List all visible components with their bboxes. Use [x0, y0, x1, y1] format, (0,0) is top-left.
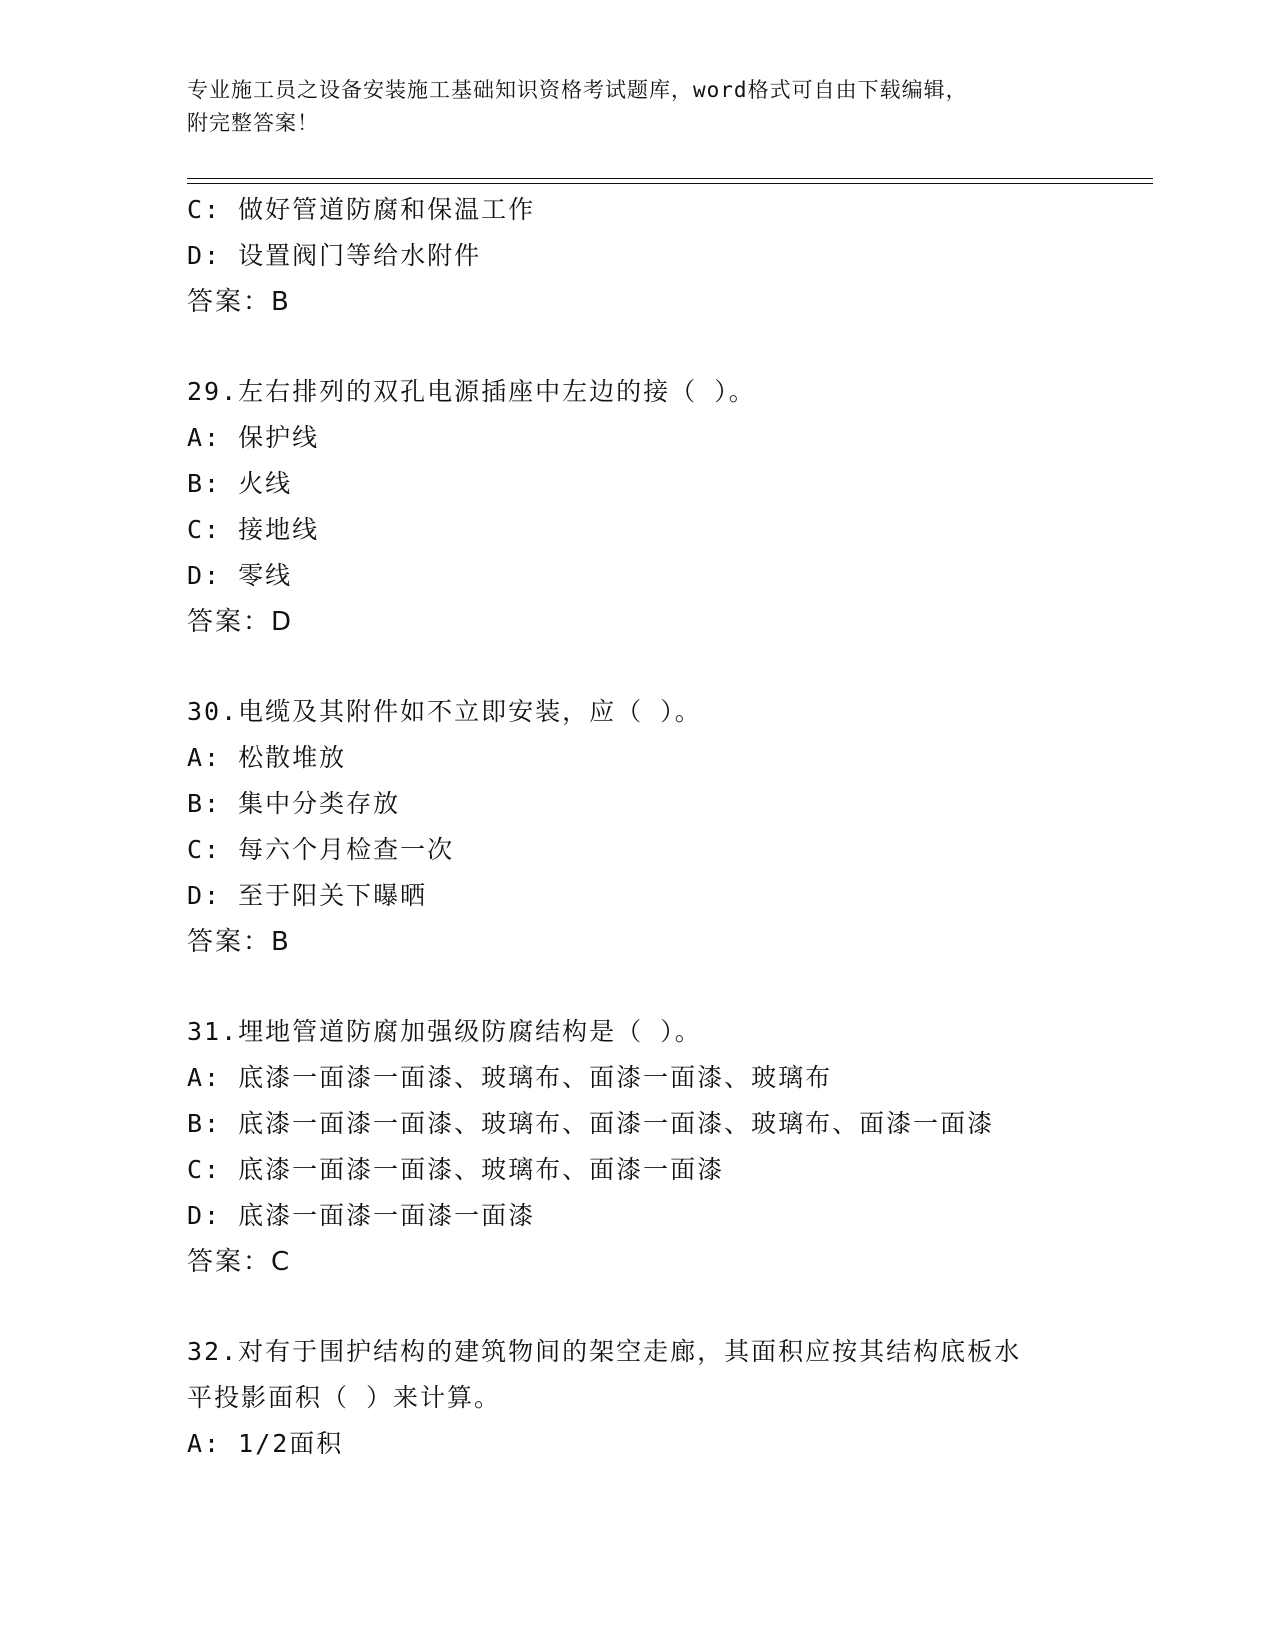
option-d: D: 底漆一面漆一面漆一面漆 [187, 1201, 536, 1230]
question-30 [187, 689, 1153, 965]
option-a: A: 1/2面积 [187, 1429, 344, 1458]
header-divider-bottom [187, 183, 1153, 184]
header-divider-top [187, 178, 1153, 179]
question-28-continued [187, 187, 1153, 325]
option-c: C: 每六个月检查一次 [187, 835, 455, 864]
question-31 [187, 1009, 1153, 1285]
question-29 [187, 369, 1153, 645]
answer-line: 答案：C [187, 1247, 292, 1277]
spacer [187, 1285, 1153, 1329]
option-d: D: 零线 [187, 561, 293, 590]
option-c: C: 底漆一面漆一面漆、玻璃布、面漆一面漆 [187, 1155, 725, 1184]
option-c: C: 接地线 [187, 515, 320, 544]
question-list [187, 187, 1153, 1467]
option-b: B: 火线 [187, 469, 293, 498]
option-b: B: 底漆一面漆一面漆、玻璃布、面漆一面漆、玻璃布、面漆一面漆 [187, 1109, 995, 1138]
spacer [187, 645, 1153, 689]
question-stem-line-1: 32.对有于围护结构的建筑物间的架空走廊，其面积应按其结构底板水 [187, 1337, 1022, 1366]
spacer [187, 325, 1153, 369]
question-stem: 30.电缆及其附件如不立即安装，应（ ）。 [187, 697, 702, 726]
question-stem-line-2: 平投影面积（ ）来计算。 [187, 1383, 502, 1412]
answer-line: 答案：B [187, 287, 291, 317]
option-a: A: 松散堆放 [187, 743, 347, 772]
option-d: D: 设置阀门等给水附件 [187, 241, 482, 270]
document-header [187, 74, 1087, 140]
answer-line: 答案：B [187, 927, 291, 957]
spacer [187, 965, 1153, 1009]
option-d: D: 至于阳关下曝晒 [187, 881, 428, 910]
option-a: A: 保护线 [187, 423, 320, 452]
header-line-2: 附完整答案！ [187, 111, 319, 135]
option-a: A: 底漆一面漆一面漆、玻璃布、面漆一面漆、玻璃布 [187, 1063, 833, 1092]
option-b: B: 集中分类存放 [187, 789, 401, 818]
question-stem: 31.埋地管道防腐加强级防腐结构是（ ）。 [187, 1017, 702, 1046]
header-line-1: 专业施工员之设备安装施工基础知识资格考试题库，word格式可自由下载编辑， [187, 78, 968, 102]
answer-line: 答案：D [187, 607, 294, 637]
question-stem: 29.左右排列的双孔电源插座中左边的接（ ）。 [187, 377, 756, 406]
question-32 [187, 1329, 1153, 1467]
option-c: C: 做好管道防腐和保温工作 [187, 195, 536, 224]
